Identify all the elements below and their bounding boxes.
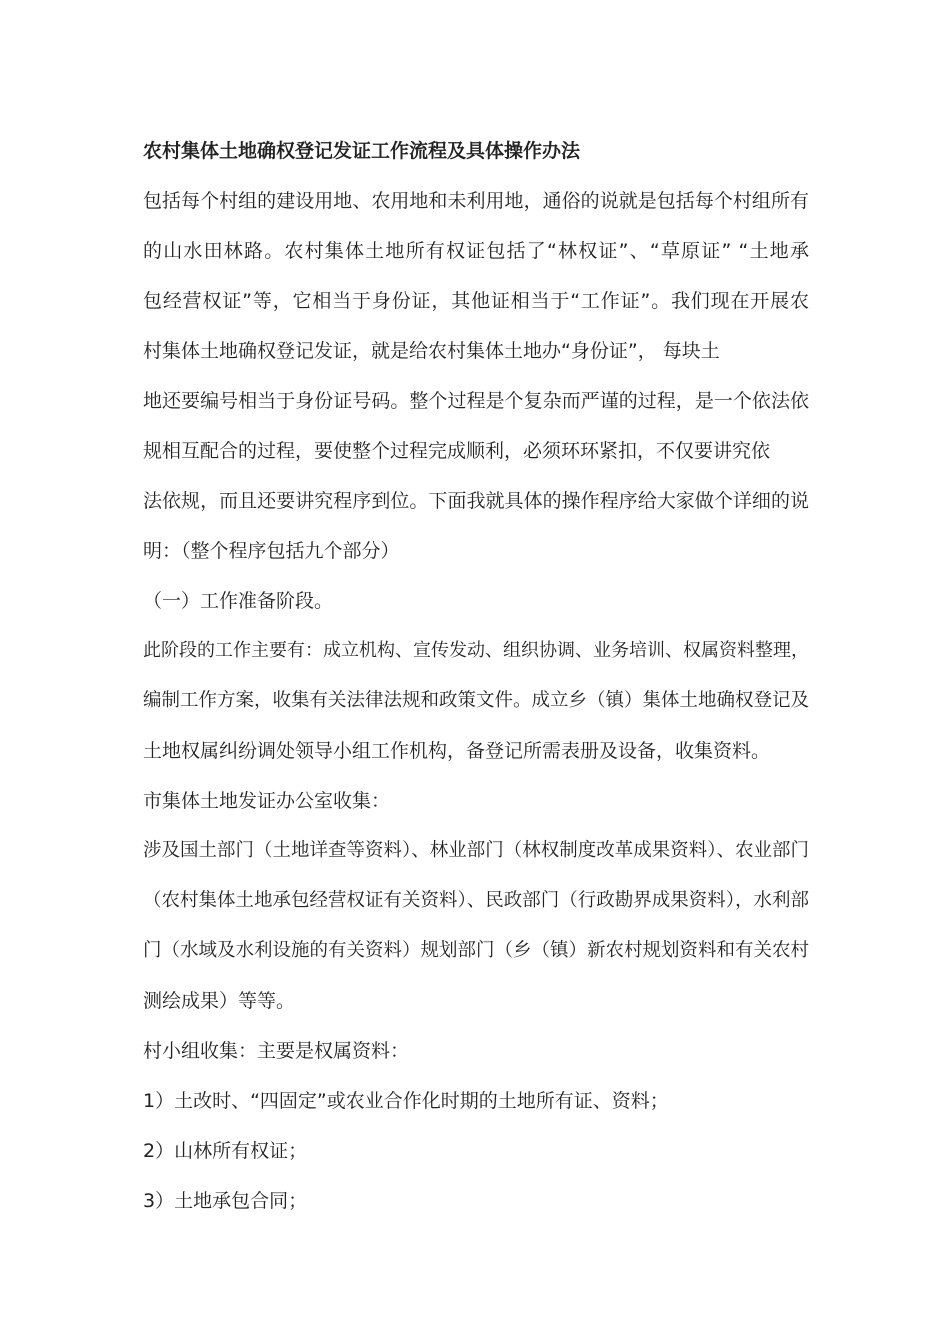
list-item: 3）土地承包合同； [143, 1190, 308, 1212]
subheading-city-office: 市集体土地发证办公室收集： [143, 790, 391, 812]
paragraph-line-4: 村集体土地确权登记发证，就是给农村集体土地办“身份证”， 每块土 [143, 340, 720, 362]
paragraph-line-1: 包括每个村组的建设用地、农用地和未利用地，通俗的说就是包括每个村组所有 [143, 190, 809, 212]
paragraph-line-9: 此阶段的工作主要有：成立机构、宣传发动、组织协调、业务培训、权属资料整理， [143, 640, 809, 661]
paragraph-line-10: 编制工作方案，收集有关法律法规和政策文件。成立乡（镇）集体土地确权登记及 [143, 690, 809, 711]
list-item: 1）土改时、“四固定”或农业合作化时期的土地所有证、资料； [143, 1090, 669, 1112]
paragraph-line-3: 包经营权证”等，它相当于身份证，其他证相当于“工作证”。我们现在开展农 [143, 290, 809, 312]
paragraph-line-2: 的山水田林路。农村集体土地所有权证包括了“林权证”、“草原证” “土地承 [143, 240, 809, 262]
subheading-village-group: 村小组收集：主要是权属资料： [143, 1040, 410, 1062]
document-body [143, 134, 809, 1234]
paragraph-line-8: 明：（整个程序包括九个部分） [143, 540, 400, 562]
paragraph-line-11: 土地权属纠纷调处领导小组工作机构，备登记所需表册及设备，收集资料。 [143, 740, 771, 762]
section-heading-preparation: （一）工作准备阶段。 [143, 590, 334, 612]
paragraph-line-6: 规相互配合的过程，要使整个过程完成顺利，必须环环紧扣，不仅要讲究依 [143, 440, 771, 462]
paragraph-line-12: 涉及国土部门（土地详查等资料）、林业部门（林权制度改革成果资料）、农业部门 [143, 840, 809, 861]
paragraph-line-7: 法依规，而且还要讲究程序到位。下面我就具体的操作程序给大家做个详细的说 [143, 490, 809, 512]
list-item: 2）山林所有权证； [143, 1140, 308, 1162]
paragraph-line-14: 门（水域及水利设施的有关资料）规划部门（乡（镇）新农村规划资料和有关农村 [143, 940, 809, 961]
paragraph-line-5: 地还要编号相当于身份证号码。整个过程是个复杂而严谨的过程，是一个依法依 [143, 390, 809, 412]
paragraph-line-15: 测绘成果）等等。 [143, 990, 296, 1012]
document-title: 农村集体土地确权登记发证工作流程及具体操作办法 [143, 140, 581, 162]
paragraph-line-13: （农村集体土地承包经营权证有关资料）、民政部门（行政勘界成果资料），水利部 [143, 890, 809, 911]
